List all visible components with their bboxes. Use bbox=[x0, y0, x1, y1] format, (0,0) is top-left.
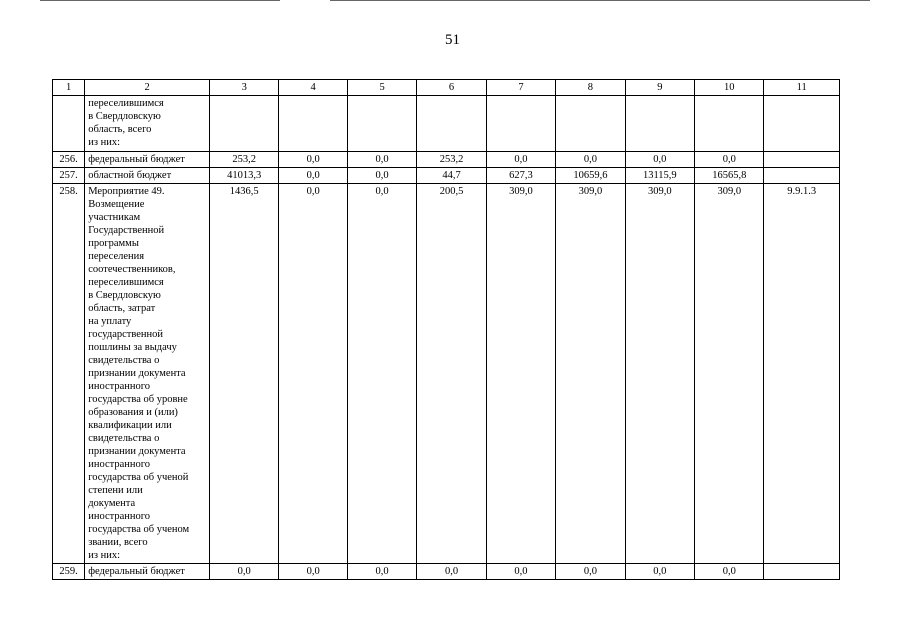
label-line: участникам bbox=[88, 212, 141, 223]
column-number-header-row bbox=[53, 80, 840, 96]
value-cell: 253,2 bbox=[209, 152, 278, 168]
column-header: 2 bbox=[85, 80, 210, 96]
label-line: свидетельства о bbox=[88, 433, 160, 444]
table-row bbox=[53, 96, 840, 152]
value-cell: 16565,8 bbox=[695, 168, 764, 184]
label-line: область, затрат bbox=[88, 303, 156, 314]
label-line: образования и (или) bbox=[88, 407, 178, 418]
label-line: звании, всего bbox=[88, 537, 148, 548]
label-line: признании документа bbox=[88, 368, 186, 379]
label-line: соотечественников, bbox=[88, 264, 176, 275]
value-cell: 0,0 bbox=[279, 168, 347, 184]
label-line: государства об уровне bbox=[88, 394, 188, 405]
value-cell: 0,0 bbox=[486, 152, 555, 168]
label-line: иностранного bbox=[88, 459, 151, 470]
value-cell: 41013,3 bbox=[209, 168, 278, 184]
scan-top-edge-left bbox=[40, 0, 280, 1]
label-line: область, всего bbox=[88, 124, 152, 135]
table-row bbox=[53, 168, 840, 184]
column-header: 5 bbox=[347, 80, 416, 96]
row-label bbox=[85, 96, 210, 152]
label-line: переселения bbox=[88, 251, 145, 262]
value-cell: 13115,9 bbox=[625, 168, 694, 184]
label-line: иностранного bbox=[88, 381, 151, 392]
label-line: Мероприятие 49. bbox=[88, 186, 165, 197]
label-line: иностранного bbox=[88, 511, 151, 522]
label-line: федеральный бюджет bbox=[88, 154, 185, 165]
code-cell bbox=[764, 96, 840, 152]
value-cell: 200,5 bbox=[417, 184, 486, 564]
value-cell: 0,0 bbox=[695, 152, 764, 168]
label-line: документа bbox=[88, 498, 136, 509]
value-cell: 44,7 bbox=[417, 168, 486, 184]
label-line: на уплату bbox=[88, 316, 132, 327]
value-cell: 0,0 bbox=[279, 152, 347, 168]
code-cell bbox=[764, 168, 840, 184]
table-row bbox=[53, 564, 840, 580]
table-row bbox=[53, 152, 840, 168]
value-cell: 309,0 bbox=[695, 184, 764, 564]
row-label bbox=[85, 168, 210, 184]
value-cell: 1436,5 bbox=[209, 184, 278, 564]
value-cell: 0,0 bbox=[279, 184, 347, 564]
budget-table bbox=[52, 79, 840, 580]
label-line: в Свердловскую bbox=[88, 111, 161, 122]
value-cell: 0,0 bbox=[486, 564, 555, 580]
label-line: переселившимся bbox=[88, 277, 164, 288]
row-label bbox=[85, 152, 210, 168]
column-header: 4 bbox=[279, 80, 347, 96]
row-label bbox=[85, 184, 210, 564]
value-cell bbox=[347, 96, 416, 152]
label-line: Возмещение bbox=[88, 199, 145, 210]
column-header: 11 bbox=[764, 80, 840, 96]
column-header: 9 bbox=[625, 80, 694, 96]
label-line: из них: bbox=[88, 137, 121, 148]
code-cell bbox=[764, 564, 840, 580]
label-line: в Свердловскую bbox=[88, 290, 161, 301]
value-cell: 0,0 bbox=[695, 564, 764, 580]
label-line: государства об ученом bbox=[88, 524, 190, 535]
page-number: 51 bbox=[445, 32, 460, 48]
value-cell: 10659,6 bbox=[556, 168, 625, 184]
value-cell: 0,0 bbox=[556, 152, 625, 168]
row-number: 258. bbox=[53, 184, 85, 564]
value-cell: 0,0 bbox=[347, 168, 416, 184]
column-header: 3 bbox=[209, 80, 278, 96]
value-cell: 0,0 bbox=[556, 564, 625, 580]
value-cell: 0,0 bbox=[625, 564, 694, 580]
row-number: 257. bbox=[53, 168, 85, 184]
value-cell: 0,0 bbox=[347, 564, 416, 580]
value-cell: 627,3 bbox=[486, 168, 555, 184]
table-row bbox=[53, 184, 840, 564]
label-line: квалификации или bbox=[88, 420, 172, 431]
value-cell bbox=[417, 96, 486, 152]
value-cell bbox=[556, 96, 625, 152]
column-header: 1 bbox=[53, 80, 85, 96]
value-cell: 253,2 bbox=[417, 152, 486, 168]
value-cell: 309,0 bbox=[486, 184, 555, 564]
row-number: 256. bbox=[53, 152, 85, 168]
value-cell bbox=[625, 96, 694, 152]
column-header: 6 bbox=[417, 80, 486, 96]
column-header: 10 bbox=[695, 80, 764, 96]
value-cell: 0,0 bbox=[417, 564, 486, 580]
value-cell: 0,0 bbox=[279, 564, 347, 580]
label-line: областной бюджет bbox=[88, 170, 172, 181]
value-cell bbox=[209, 96, 278, 152]
code-cell: 9.9.1.3 bbox=[764, 184, 840, 564]
row-number: 259. bbox=[53, 564, 85, 580]
value-cell: 0,0 bbox=[625, 152, 694, 168]
row-label bbox=[85, 564, 210, 580]
label-line: программы bbox=[88, 238, 139, 249]
label-line: государственной bbox=[88, 329, 164, 340]
value-cell: 0,0 bbox=[209, 564, 278, 580]
label-line: государства об ученой bbox=[88, 472, 189, 483]
scan-top-edge-right bbox=[330, 0, 870, 1]
value-cell bbox=[279, 96, 347, 152]
value-cell: 0,0 bbox=[347, 152, 416, 168]
value-cell bbox=[695, 96, 764, 152]
label-line: свидетельства о bbox=[88, 355, 160, 366]
value-cell: 0,0 bbox=[347, 184, 416, 564]
value-cell: 309,0 bbox=[625, 184, 694, 564]
label-line: признании документа bbox=[88, 446, 186, 457]
label-line: Государственной bbox=[88, 225, 165, 236]
value-cell bbox=[486, 96, 555, 152]
label-line: переселившимся bbox=[88, 98, 164, 109]
label-line: пошлины за выдачу bbox=[88, 342, 177, 353]
value-cell: 309,0 bbox=[556, 184, 625, 564]
label-line: федеральный бюджет bbox=[88, 566, 185, 577]
label-line: степени или bbox=[88, 485, 143, 496]
column-header: 7 bbox=[486, 80, 555, 96]
label-line: из них: bbox=[88, 550, 121, 561]
code-cell bbox=[764, 152, 840, 168]
column-header: 8 bbox=[556, 80, 625, 96]
row-number bbox=[53, 96, 85, 152]
